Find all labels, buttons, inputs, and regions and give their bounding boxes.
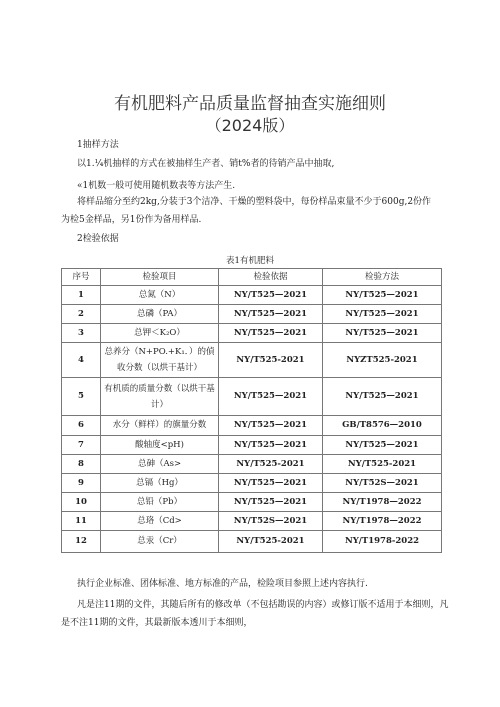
- row-method: GB/T8576—2010: [323, 416, 442, 436]
- table-row: [62, 378, 442, 416]
- row-item: 酸轴度<pH): [101, 436, 219, 455]
- table-caption: 表1有机肥料: [226, 256, 274, 266]
- row-item: 总磷（PA）: [101, 305, 219, 324]
- row-no: 9: [62, 474, 101, 493]
- row-basis: NY/T525—2021: [219, 286, 323, 305]
- footer-note-standards: 执行企业标准、团体标准、地方标准的产品，检险项目参照上述内容执行.: [77, 579, 368, 589]
- table-header-row: [62, 269, 442, 286]
- table-row: [62, 324, 442, 343]
- row-no: 10: [62, 493, 101, 512]
- row-method: NY/T525—2021: [323, 286, 442, 305]
- row-item: 总铅（Pb）: [101, 493, 219, 512]
- table-row: [62, 305, 442, 324]
- section-1-heading: 1抽样方法: [77, 140, 119, 150]
- row-item: 总珞（Cd>: [101, 512, 219, 531]
- header-basis: 检验依据: [219, 269, 323, 286]
- row-no: 2: [62, 305, 101, 324]
- table-row: [62, 343, 442, 378]
- row-item: 总钾＜K₂O）: [101, 324, 219, 343]
- table-row: [62, 512, 442, 531]
- row-basis: NY/T525-2021: [219, 531, 323, 553]
- row-method: NY/T1978—2022: [323, 512, 442, 531]
- paragraph-sampling-method: 以1.¼机抽样的方式在被抽样生产者、销t%者的待销产品中抽取,: [77, 159, 335, 169]
- row-basis: NY/T525—2021: [219, 305, 323, 324]
- document-title: 有机肥料产品质量监督抽查实施细则: [114, 94, 386, 114]
- row-basis: NY/T525—2021: [219, 324, 323, 343]
- paragraph-random-number: «1机数一般可使用随机数表等方法产生.: [77, 181, 236, 191]
- row-no: 8: [62, 455, 101, 474]
- row-basis: NY/T525-2021: [219, 455, 323, 474]
- row-method: NY/T1978—2022: [323, 493, 442, 512]
- table-row: [62, 493, 442, 512]
- row-basis: NY/T525—2021: [219, 474, 323, 493]
- row-item: 总养分（N+PO.+K₁．）的偵收分数（以烘干基计）: [101, 343, 219, 378]
- row-item: 有机质的质量分数（以烘干基计）: [101, 378, 219, 416]
- table-row: [62, 286, 442, 305]
- document-edition: （2024版）: [205, 116, 295, 135]
- table-row: [62, 474, 442, 493]
- row-method: NY/T1978-2022: [323, 531, 442, 553]
- row-basis: NY/T525—2021: [219, 378, 323, 416]
- row-item: 总氮（N）: [101, 286, 219, 305]
- row-basis: NY/T525-2021: [219, 343, 323, 378]
- row-no: 3: [62, 324, 101, 343]
- row-method: NY/T525—2021: [323, 436, 442, 455]
- table-row: [62, 436, 442, 455]
- row-no: 1: [62, 286, 101, 305]
- row-no: 4: [62, 343, 101, 378]
- row-no: 11: [62, 512, 101, 531]
- row-basis: NY/T525—2021: [219, 493, 323, 512]
- table-row: [62, 455, 442, 474]
- row-item: 水分（鲜样）的旗量分数: [101, 416, 219, 436]
- section-2-heading: 2检验依据: [77, 234, 119, 244]
- table-row: [62, 531, 442, 553]
- footer-note-dated-1: 凡是注11期的文件，其随后所有的修改单（不包括勘误的内容）或修订版不适用于本细则，凡: [77, 600, 449, 610]
- row-method: NY/T525-2021: [323, 455, 442, 474]
- row-item: 总砷（As>: [101, 455, 219, 474]
- paragraph-sample-division-2: 为检5金样品，另1份作为备用样品.: [61, 215, 202, 225]
- row-no: 7: [62, 436, 101, 455]
- row-no: 5: [62, 378, 101, 416]
- table-row: [62, 416, 442, 436]
- row-basis: NY/T52S—2021: [219, 512, 323, 531]
- paragraph-sample-division-1: 将样品缩分至约2kg,分装于3个洁净、干燥的塑料袋中，每份样品束量不少于600g,2份作: [77, 197, 432, 207]
- row-method: NY/T525—2021: [323, 324, 442, 343]
- header-method: 检验方法: [323, 269, 442, 286]
- row-item: 总汞（Cr）: [101, 531, 219, 553]
- row-no: 6: [62, 416, 101, 436]
- row-basis: NY/T525—2021: [219, 416, 323, 436]
- header-no: 序号: [62, 269, 101, 286]
- row-basis: NY/T525—2021: [219, 436, 323, 455]
- header-item: 检验项目: [101, 269, 219, 286]
- row-item: 总镉（Hg）: [101, 474, 219, 493]
- row-method: NYZT525-2021: [323, 343, 442, 378]
- row-method: NY/T52S—2021: [323, 474, 442, 493]
- inspection-table: [61, 268, 442, 553]
- footer-note-dated-2: 是不注11期的文件，其最新版本透川于本细则，: [61, 618, 253, 628]
- row-method: NY/T525—2021: [323, 378, 442, 416]
- row-method: NY/T525—2021: [323, 305, 442, 324]
- row-no: 12: [62, 531, 101, 553]
